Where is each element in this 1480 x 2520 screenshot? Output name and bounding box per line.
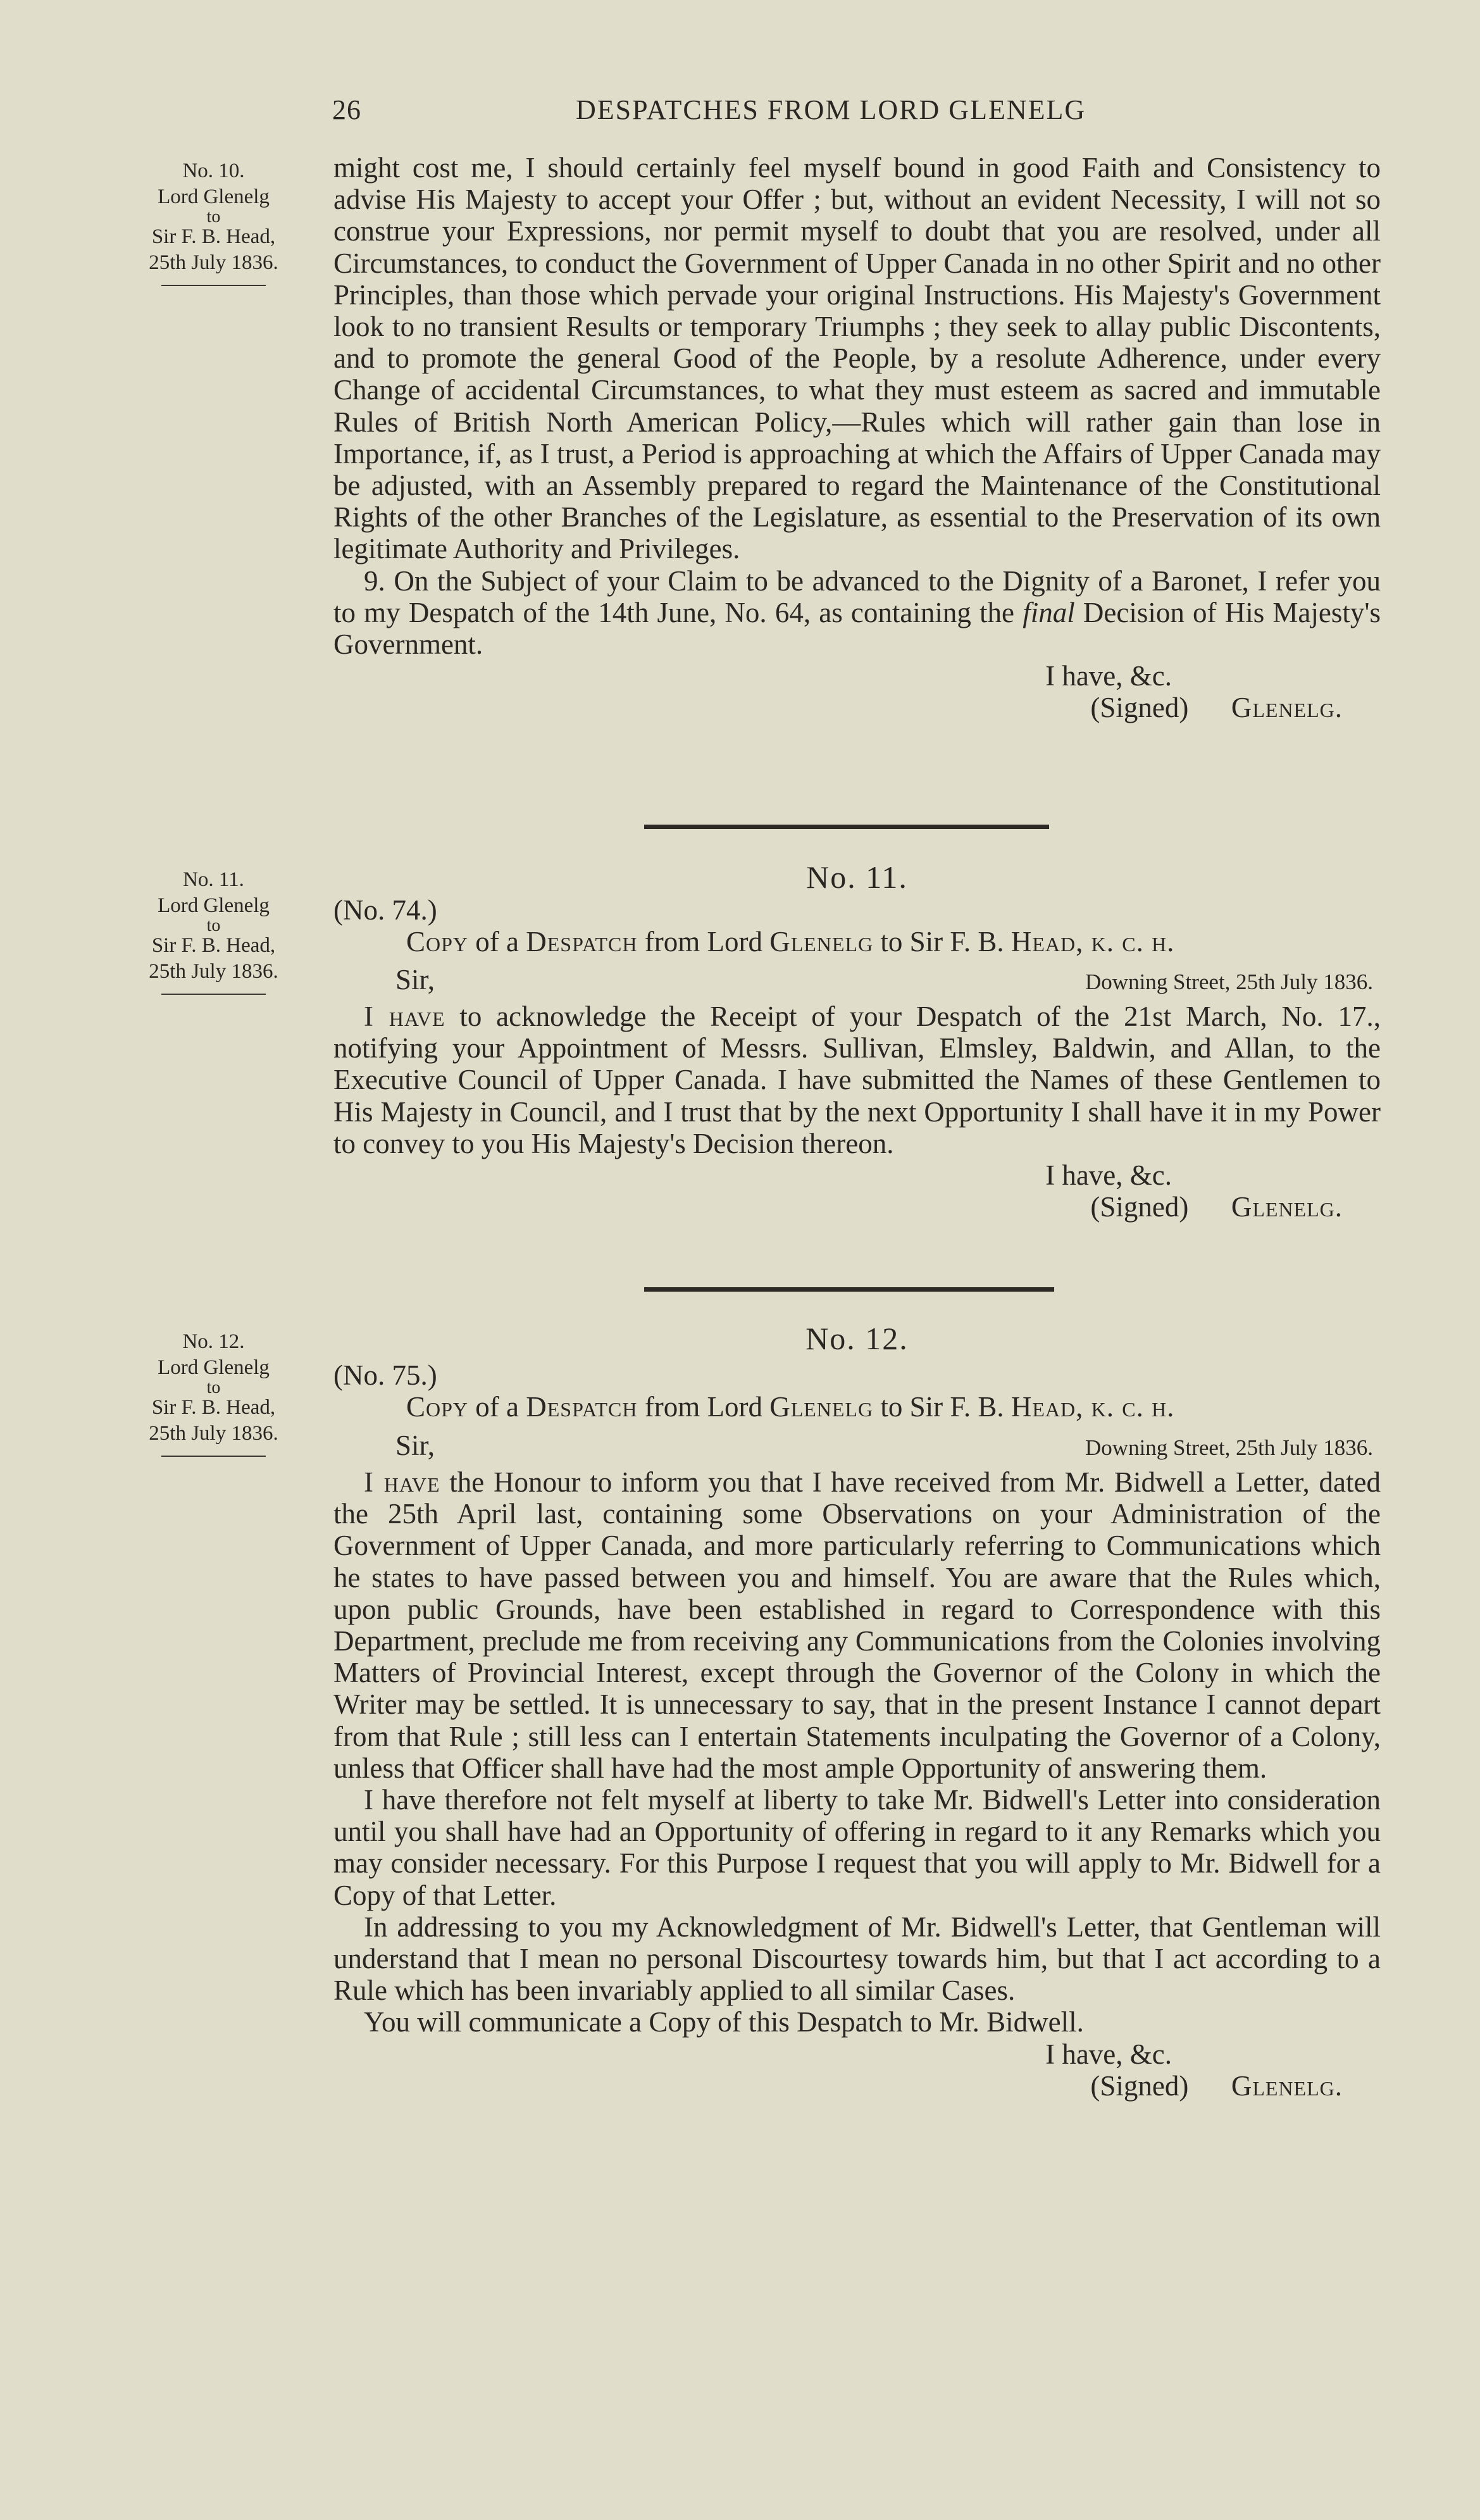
signature-line: (Signed) Glenelg. — [1090, 692, 1343, 724]
paragraph: might cost me, I should certainly feel myself bound in good Faith and Consistency to advise His Majesty to accept your Offer ; but, without an evident Necessity, I will not so construe your Expressions, nor permit myself to doubt that you are resolved, under all Circumstances, to conduct the Government of Upper Canada in no other Spirit and no other Principles, than those which pervade your original Instructions. His Majesty's Government look to no transient Results or temporary Triumphs ; they seek to allay public Discontents, and to promote the general Good of the People, by a resolute Adherence, under every Change of accidental Circumstances, to what they must esteem as sacred and immutable Rules of British North American Policy,—Rules which will rather gain than lose in Importance, if, as I trust, a Period is approaching at which the Affairs of Upper Canada may be adjusted, with an Assembly prepared to regard the Maintenance of the Constitutional Rights of the other Branches of the Legislature, as essential to the Preservation of its own legitimate Authority and Privileges. — [333, 152, 1381, 565]
closing: I have, &c. — [1045, 660, 1172, 692]
section-separator — [644, 1287, 1054, 1292]
margin-note-number: No. 11. — [183, 868, 244, 891]
paragraph: I have to acknowledge the Receipt of your Despatch of the 21st March, No. 17., notifying your Appointment of Messrs. Sullivan, Elmsley, Baldwin, and Allan, to the Executive Council of Upper Canada. I have submitted the Names of these Gentlemen to His Majesty in Council, and I trust that by the next Opportunity I shall have it in my Power to convey to you His Majesty's Decision thereon. — [333, 1001, 1381, 1159]
section-no-11-body — [333, 1001, 1381, 1223]
signature: Glenelg. — [1231, 2069, 1343, 2102]
margin-note-rule — [161, 1456, 266, 1457]
margin-note-date: 25th July 1836. — [149, 960, 278, 983]
paragraph: In addressing to you my Acknowledgment of Mr. Bidwell's Letter, that Gentleman will understand that I mean no personal Discourtesy towards him, but that I act according to a Rule which has been invariably applied to all similar Cases. — [333, 1911, 1381, 2007]
signature: Glenelg. — [1231, 692, 1343, 724]
section-heading-no-12: No. 12. — [805, 1321, 909, 1356]
margin-note-no-12 — [114, 1329, 313, 1457]
margin-note-no-11 — [114, 867, 313, 995]
paragraph: You will communicate a Copy of this Despatch to Mr. Bidwell. — [364, 2006, 1084, 2038]
margin-note-recipient: Sir F. B. Head, — [151, 1396, 276, 1419]
margin-note-number: No. 10. — [182, 159, 245, 182]
margin-note-to: to — [206, 207, 221, 227]
dateline: Downing Street, 25th July 1836. — [1085, 970, 1373, 994]
section-separator — [644, 825, 1049, 829]
section-heading-no-11: No. 11. — [806, 859, 908, 895]
margin-note-sender: Lord Glenelg — [158, 1356, 270, 1379]
paragraph: I have therefore not felt myself at liberty to take Mr. Bidwell's Letter into consideration until you shall have had an Opportunity of offering in regard to it any Remarks which you may consider necessary. For this Purpose I request that you will apply to Mr. Bidwell for a Copy of that Letter. — [333, 1784, 1381, 1911]
margin-note-to: to — [206, 1378, 221, 1397]
paragraph: 9. On the Subject of your Claim to be advanced to the Dignity of a Baronet, I refer you to my Despatch of the 14th June, No. 64, as containing the final Decision of His Majesty's Government. — [333, 565, 1381, 661]
margin-note-sender: Lord Glenelg — [158, 185, 270, 208]
margin-note-number: No. 12. — [182, 1330, 245, 1353]
section-no-12-body — [333, 1466, 1381, 2102]
margin-note-to: to — [206, 916, 221, 935]
despatch-reference: (No. 74.) — [333, 894, 437, 926]
signature-line: (Signed) Glenelg. — [1090, 2069, 1343, 2102]
closing: I have, &c. — [1045, 2038, 1172, 2070]
paragraph: I have the Honour to inform you that I have received from Mr. Bidwell a Letter, dated the 25th April last, containing some Observations on your Administration of the Government of Upper Canada, and more particularly referring to Communications which he states to have passed between you and himself. You are aware that the Rules which, upon public Grounds, have been established in regard to Correspondence with this Department, preclude me from receiving any Communications from the Colonies involving Matters of Provincial Interest, except through the Governor of the Colony in which the Writer may be settled. It is unnecessary to say, that in the present Instance I cannot depart from that Rule ; still less can I entertain Statements inculpating the Governor of a Colony, unless that Officer shall have had the most ample Opportunity of answering them. — [333, 1466, 1381, 1784]
section-no-10-body — [333, 152, 1381, 724]
running-title: DESPATCHES FROM LORD GLENELG — [576, 94, 1086, 125]
margin-note-rule — [161, 285, 266, 286]
salutation-line: Sir, Downing Street, 25th July 1836. — [395, 1430, 1373, 1461]
margin-note-rule — [161, 994, 266, 995]
margin-note-sender: Lord Glenelg — [158, 894, 270, 917]
page-number: 26 — [332, 94, 361, 125]
salutation-line: Sir, Downing Street, 25th July 1836. — [395, 964, 1373, 995]
margin-note-date: 25th July 1836. — [149, 1422, 278, 1445]
dateline: Downing Street, 25th July 1836. — [1085, 1435, 1373, 1460]
signature-line: (Signed) Glenelg. — [1090, 1191, 1343, 1223]
margin-note-date: 25th July 1836. — [149, 251, 278, 274]
despatch-reference: (No. 75.) — [333, 1359, 437, 1391]
signature: Glenelg. — [1231, 1191, 1343, 1223]
closing: I have, &c. — [1045, 1159, 1172, 1192]
despatch-title: Copy of a Despatch from Lord Glenelg to Sir F. B. Head, k. c. h. — [406, 926, 1175, 957]
margin-note-recipient: Sir F. B. Head, — [151, 225, 276, 248]
despatch-title: Copy of a Despatch from Lord Glenelg to Sir F. B. Head, k. c. h. — [406, 1391, 1175, 1423]
margin-note-no-10 — [114, 158, 313, 286]
margin-note-recipient: Sir F. B. Head, — [151, 934, 276, 957]
